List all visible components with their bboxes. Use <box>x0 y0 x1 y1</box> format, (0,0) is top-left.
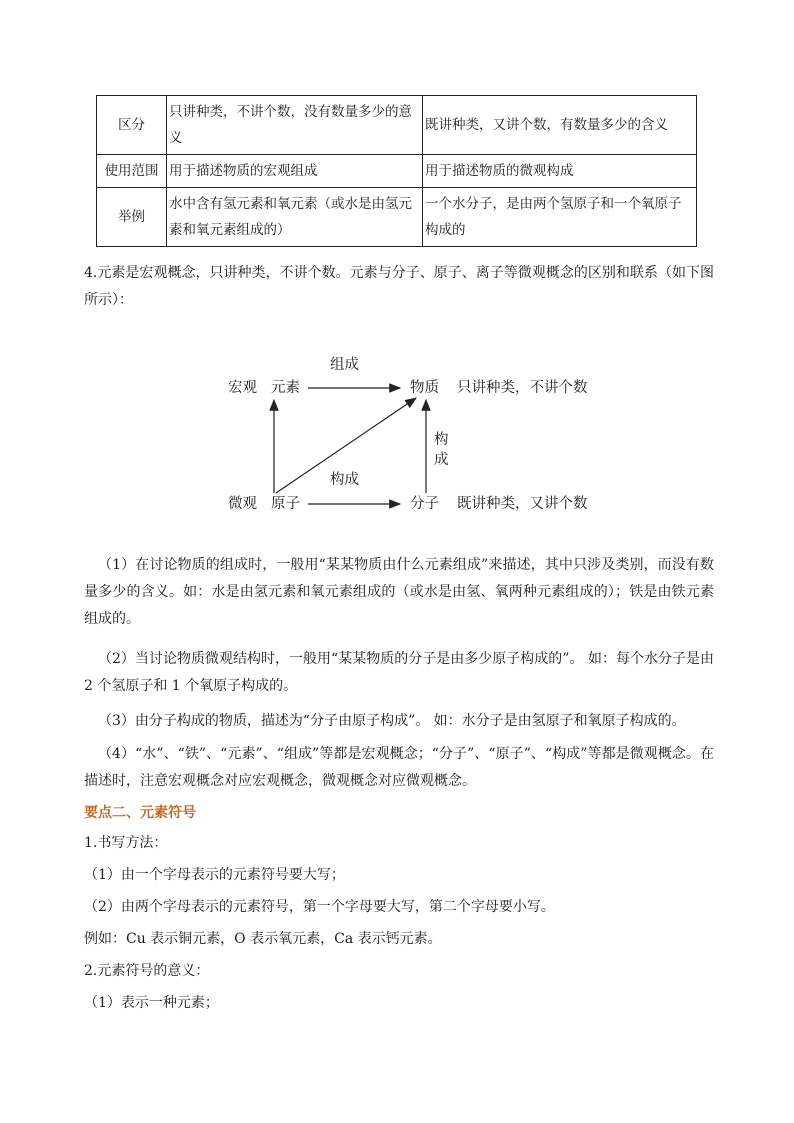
writing-rule-2: （2）由两个字母表示的元素符号，第一个字母要大写，第二个字母要小写。 <box>84 899 555 915</box>
node-element: 元素 <box>271 380 300 396</box>
writing-rule-1: （1）由一个字母表示的元素符号要大写； <box>84 867 345 883</box>
row-header-example: 举例 <box>97 188 167 247</box>
row-header-distinction: 区分 <box>97 96 167 155</box>
table-row <box>97 96 697 155</box>
point-4: （4）“水”、“铁”、“元素”、“组成”等都是宏观概念；“分子”、“原子”、“构成”等都是微观概念。在描述时，注意宏观概念对应宏观概念，微观概念对应微观概念。 <box>84 746 714 789</box>
concept-diagram <box>220 350 610 525</box>
note-molecule: 既讲种类，又讲个数 <box>457 496 588 512</box>
table-row <box>97 155 697 188</box>
label-construct-vertical-1: 构 <box>434 432 449 448</box>
micro-cell: 一个水分子，是由两个氢原子和一个氧原子构成的 <box>423 188 697 247</box>
meaning-1: （1）表示一种元素； <box>84 995 219 1011</box>
point-3: （3）由分子构成的物质，描述为“分子由原子构成”。 如：水分子是由氢原子和氧原子构成的。 <box>98 713 686 729</box>
micro-cell: 既讲种类，又讲个数，有数量多少的含义 <box>423 96 697 155</box>
point-1: （1）在讨论物质的组成时，一般用“某某物质由什么元素组成”来描述，其中只涉及类别，而没有数量多少的含义。如：水是由氢元素和氧元素组成的（或水是由氢、氧两种元素组成的）；铁是由铁元素组成的。 <box>84 557 714 627</box>
label-micro: 微观 <box>228 496 257 512</box>
meaning-title: 2.元素符号的意义： <box>84 963 210 979</box>
label-construct-vertical-2: 成 <box>434 452 449 468</box>
node-molecule: 分子 <box>410 496 439 512</box>
label-macro: 宏观 <box>228 380 257 396</box>
macro-cell: 用于描述物质的宏观组成 <box>167 155 423 188</box>
label-compose: 组成 <box>330 357 359 373</box>
label-construct: 构成 <box>330 472 359 488</box>
row-header-scope: 使用范围 <box>97 155 167 188</box>
note-substance: 只讲种类，不讲个数 <box>457 380 588 396</box>
point-2: （2）当讨论物质微观结构时，一般用“某某物质的分子是由多少原子构成的”。 如：每个水分子是由 2 个氢原子和 1 个氧原子构成的。 <box>84 651 714 694</box>
table-row <box>97 188 697 247</box>
node-atom: 原子 <box>271 496 300 512</box>
section-heading: 要点二、元素符号 <box>84 805 196 821</box>
node-substance: 物质 <box>410 380 439 396</box>
intro-paragraph: 4.元素是宏观概念，只讲种类，不讲个数。元素与分子、原子、离子等微观概念的区别和联系（如下图所示）： <box>84 265 714 308</box>
micro-cell: 用于描述物质的微观构成 <box>423 155 697 188</box>
symbol-example: 例如：Cu 表示铜元素，O 表示氧元素，Ca 表示钙元素。 <box>84 931 442 947</box>
writing-method-title: 1.书写方法： <box>84 835 168 851</box>
macro-cell: 水中含有氢元素和氧元素（或水是由氢元素和氧元素组成的） <box>167 188 423 247</box>
macro-cell: 只讲种类，不讲个数，没有数量多少的意义 <box>167 96 423 155</box>
comparison-table <box>96 95 697 247</box>
